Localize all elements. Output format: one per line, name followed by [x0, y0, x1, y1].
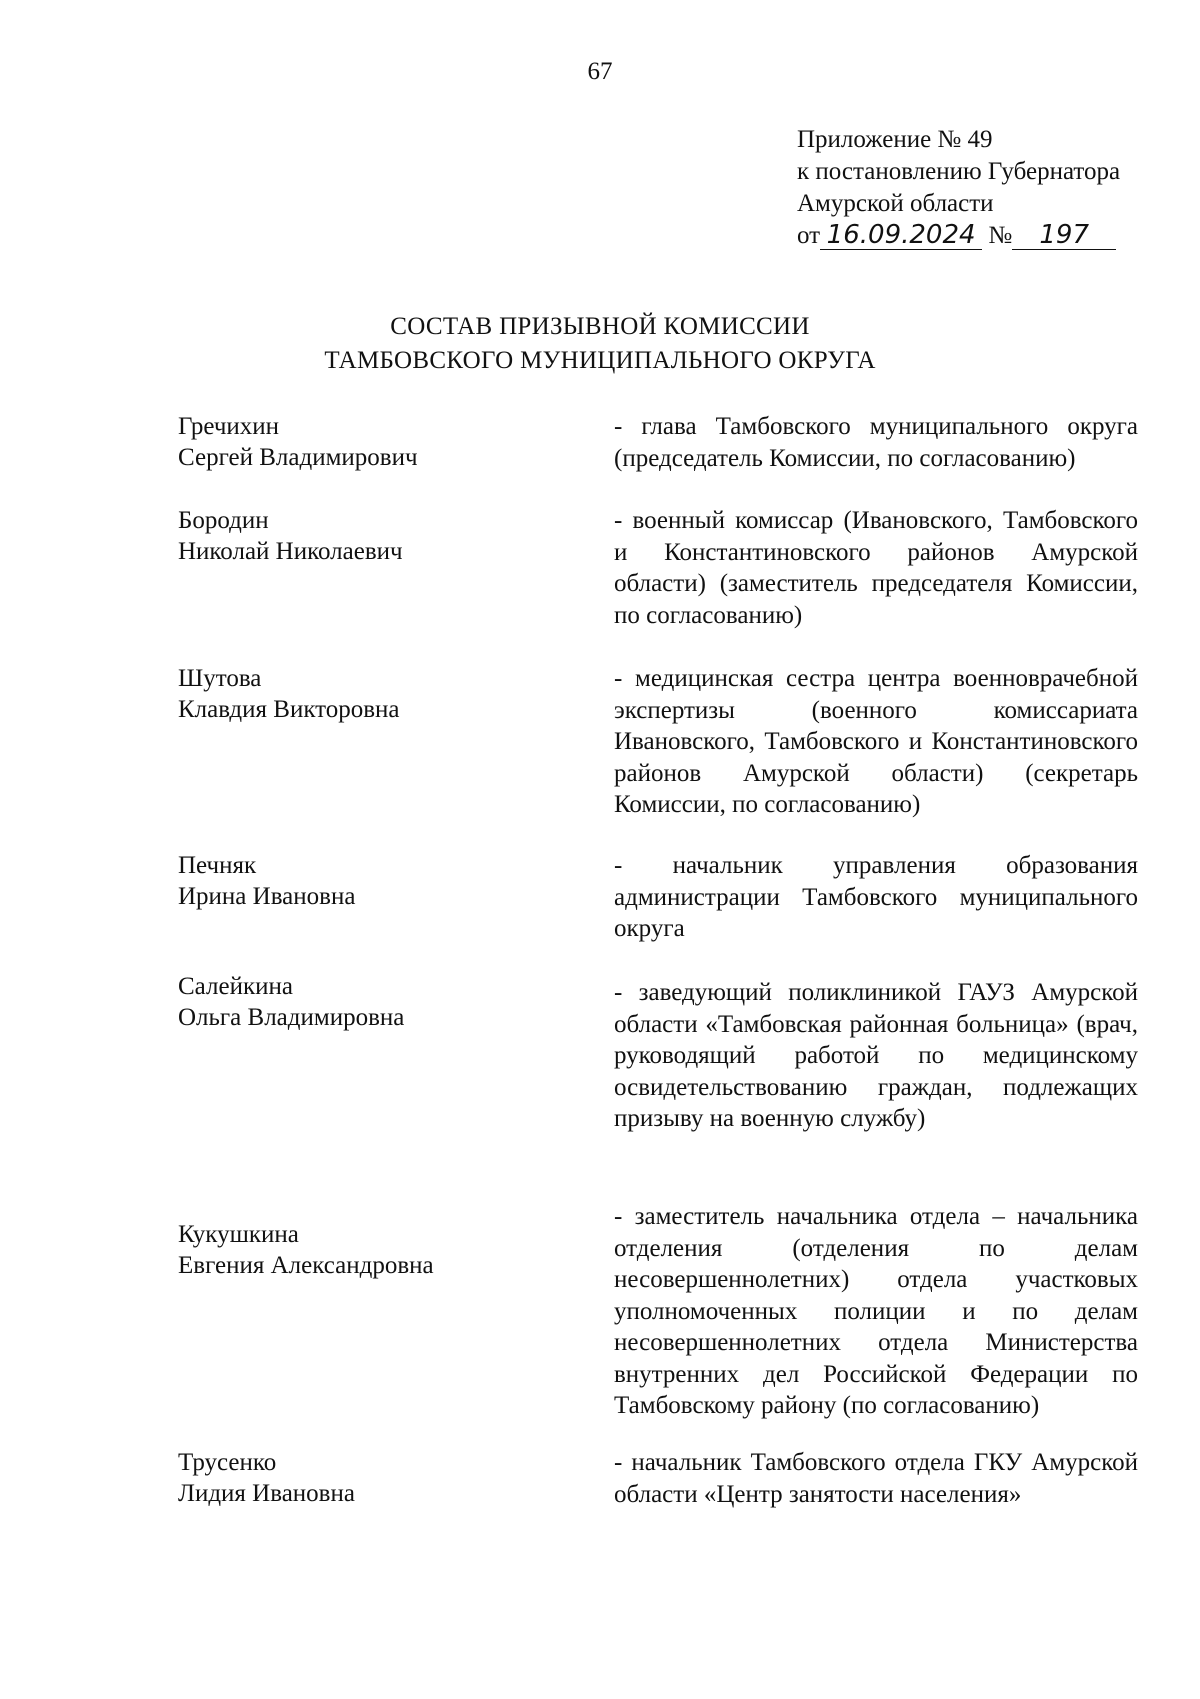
member-surname: Печняк — [178, 852, 257, 879]
member-surname: Салейкина — [178, 973, 293, 1000]
appendix-reference: к постановлению Губернатора — [797, 158, 1121, 185]
document-title — [0, 310, 1200, 378]
member-role: - глава Тамбовского муниципального округа (председатель Комиссии, по согласованию) — [614, 413, 1138, 472]
member-surname: Шутова — [178, 665, 262, 692]
member-name — [178, 971, 538, 1033]
member-name — [178, 505, 538, 567]
handwritten-number: 197 — [1012, 221, 1116, 250]
appendix-date-number — [797, 220, 1120, 252]
member-name — [178, 663, 538, 725]
handwritten-date: 16.09.2024 — [820, 221, 982, 250]
appendix-title: Приложение № 49 — [797, 126, 993, 153]
member-given-names: Клавдия Викторовна — [178, 696, 400, 723]
member-role: - медицинская сестра центра военноврачебной экспертизы (военного комиссариата Ивановского, Тамбовского и Константиновского районов Амурской области) (секретарь Комиссии, по согласованию) — [614, 665, 1138, 818]
page-number: 67 — [587, 58, 613, 85]
appendix-region: Амурской области — [797, 190, 994, 217]
member-given-names: Ольга Владимировна — [178, 1004, 405, 1031]
member-role: - заместитель начальника отдела – начальника отделения (отделения по делам несовершеннолетних) отдела участковых уполномоченных полиции и по делам несовершеннолетних отдела Министерства внутренних дел Российской Федерации по Тамбовскому району (по согласованию) — [614, 1203, 1138, 1419]
member-role: - заведующий поликлиникой ГАУЗ Амурской области «Тамбовская районная больница» (врач, руководящий работой по медицинскому освидетельствованию граждан, подлежащих призыву на военную службу) — [614, 979, 1138, 1132]
member-name — [178, 850, 538, 912]
member-surname: Гречихин — [178, 413, 280, 440]
member-role: - начальник Тамбовского отдела ГКУ Амурской области «Центр занятости населения» — [614, 1449, 1138, 1508]
member-given-names: Сергей Владимирович — [178, 444, 418, 471]
member-surname: Трусенко — [178, 1449, 277, 1476]
member-name — [178, 411, 538, 473]
number-prefix: № — [988, 222, 1013, 249]
member-surname: Бородин — [178, 507, 269, 534]
appendix-block — [797, 124, 1120, 252]
member-role: - начальник управления образования администрации Тамбовского муниципального округа — [614, 852, 1138, 942]
date-prefix: от — [797, 222, 821, 249]
member-surname: Кукушкина — [178, 1221, 299, 1248]
title-line-1: СОСТАВ ПРИЗЫВНОЙ КОМИССИИ — [390, 313, 810, 340]
member-given-names: Евгения Александровна — [178, 1252, 434, 1279]
member-name — [178, 1447, 538, 1509]
member-given-names: Ирина Ивановна — [178, 883, 356, 910]
member-given-names: Николай Николаевич — [178, 538, 403, 565]
title-line-2: ТАМБОВСКОГО МУНИЦИПАЛЬНОГО ОКРУГА — [324, 347, 876, 374]
member-name — [178, 1219, 538, 1281]
member-role: - военный комиссар (Ивановского, Тамбовского и Константиновского районов Амурской области) (заместитель председателя Комиссии, по согласованию) — [614, 507, 1138, 629]
member-given-names: Лидия Ивановна — [178, 1480, 355, 1507]
